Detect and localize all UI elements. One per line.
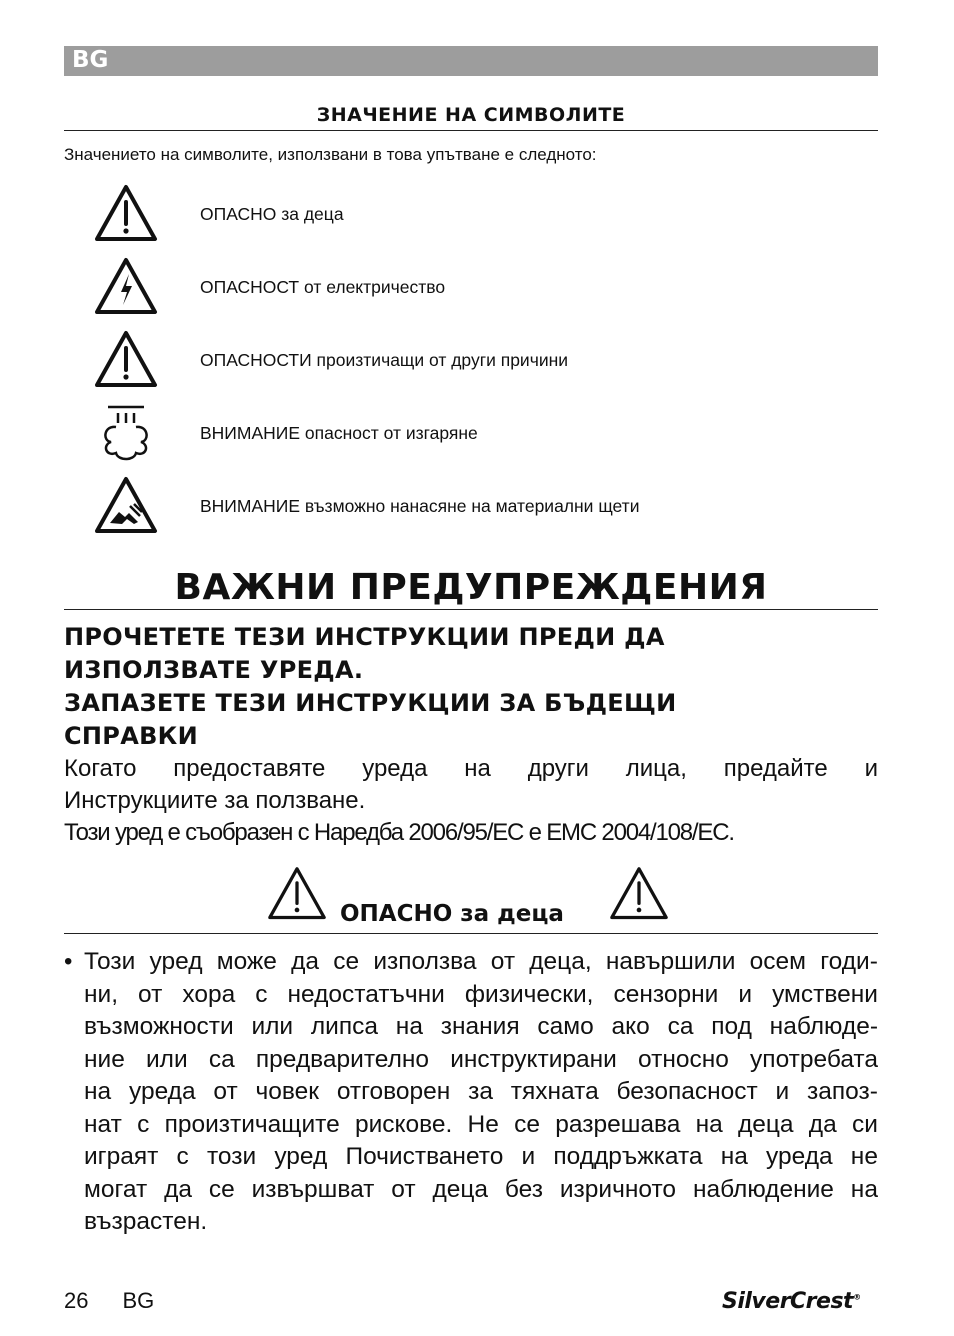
word: ако xyxy=(611,1013,650,1040)
word: на xyxy=(695,1110,723,1138)
handover-line xyxy=(64,755,878,783)
brand-name: SilverCrest xyxy=(722,1289,854,1314)
word: хора xyxy=(182,980,236,1008)
word: относно xyxy=(638,1045,729,1073)
word: поддръжката xyxy=(553,1143,703,1170)
word: умствени xyxy=(772,980,878,1008)
word: недостатъчни xyxy=(287,980,445,1008)
word: уред xyxy=(274,1143,328,1170)
paragraph-line xyxy=(84,981,878,1009)
word: деца xyxy=(737,1110,794,1138)
word: ние xyxy=(84,1045,125,1073)
word: се xyxy=(514,1110,540,1138)
word: изричното xyxy=(559,1175,677,1203)
word: на xyxy=(850,1175,878,1203)
word: ни, xyxy=(84,980,119,1008)
word: сензорни xyxy=(613,980,719,1008)
word: използва xyxy=(373,948,477,975)
word: знания xyxy=(440,1013,520,1040)
symbol-row xyxy=(64,330,878,396)
hot-surface-icon xyxy=(94,403,158,465)
paragraph-line xyxy=(84,1013,878,1041)
word: този xyxy=(206,1143,257,1170)
symbols-intro: Значението на символите, използвани в това упътване е следното: xyxy=(64,145,597,164)
word: безопасност xyxy=(616,1078,758,1105)
word: осем xyxy=(749,948,807,975)
word: с xyxy=(255,980,268,1008)
word: наблюде- xyxy=(769,1013,878,1040)
keep-instructions-line: ЗАПАЗЕТЕ ТЕЗИ ИНСТРУКЦИИ ЗА БЪДЕЩИ xyxy=(64,689,677,717)
word: са xyxy=(208,1045,235,1073)
word: могат xyxy=(84,1175,148,1203)
word: инструктирани xyxy=(450,1045,617,1073)
paragraph-line xyxy=(84,1046,878,1074)
word: възможности xyxy=(84,1013,234,1040)
warning-triangle-icon xyxy=(608,866,670,924)
word: отговорен xyxy=(336,1078,451,1105)
keep-instructions-line: СПРАВКИ xyxy=(64,722,198,750)
word: на xyxy=(464,755,491,782)
warning-triangle-icon xyxy=(94,330,158,392)
word: рискове. xyxy=(354,1110,453,1138)
word: без xyxy=(504,1175,543,1203)
word: и xyxy=(521,1143,536,1170)
word: се xyxy=(208,1175,235,1203)
word: за xyxy=(468,1078,493,1105)
electric-hazard-icon xyxy=(94,257,158,319)
word: може xyxy=(216,948,277,975)
word: от xyxy=(138,980,163,1008)
word: Почистването xyxy=(345,1143,504,1170)
important-warnings-heading: ВАЖНИ ПРЕДУПРЕЖДЕНИЯ xyxy=(174,567,768,608)
read-instructions-line: ИЗПОЛЗВАТЕ УРЕДА. xyxy=(64,656,364,684)
word: уреда xyxy=(362,755,428,782)
divider xyxy=(64,933,878,934)
word: извършват xyxy=(251,1175,375,1203)
material-damage-icon xyxy=(94,476,158,538)
word: се xyxy=(333,948,360,975)
word: навършили xyxy=(605,948,736,975)
word: годи- xyxy=(820,948,878,975)
paragraph-line: възрастен. xyxy=(84,1208,208,1235)
word: да xyxy=(164,1175,192,1203)
word: и xyxy=(864,755,878,782)
paragraph-line xyxy=(84,1176,878,1204)
symbol-row xyxy=(64,476,878,542)
word: липса xyxy=(310,1013,379,1040)
paragraph-line xyxy=(84,948,878,976)
word: на xyxy=(395,1013,423,1040)
word: други xyxy=(527,755,589,782)
word: от xyxy=(213,1078,238,1105)
symbol-row xyxy=(64,403,878,469)
word: човек xyxy=(255,1078,319,1105)
word: лица, xyxy=(625,755,687,782)
word: под xyxy=(711,1013,752,1040)
symbols-title: ЗНАЧЕНИЕ НА СИМВОЛИТЕ xyxy=(316,104,626,126)
word: деца, xyxy=(529,948,592,975)
word: Не xyxy=(467,1110,499,1138)
word: и xyxy=(775,1078,790,1105)
symbol-row xyxy=(64,184,878,250)
word: само xyxy=(537,1013,594,1040)
paragraph-line xyxy=(84,1111,878,1139)
word: разрешава xyxy=(555,1110,681,1138)
word: деца xyxy=(432,1175,489,1203)
word: с xyxy=(137,1110,150,1138)
paragraph-line xyxy=(84,1078,878,1106)
word: на xyxy=(720,1143,748,1170)
word: или xyxy=(146,1045,188,1073)
symbol-label: ВНИМАНИЕ опасност от изгаряне xyxy=(200,423,478,443)
warning-triangle-icon xyxy=(94,184,158,246)
word: са xyxy=(667,1013,694,1040)
word: уреда xyxy=(766,1143,833,1170)
word: Когато xyxy=(64,755,137,782)
word: тяхната xyxy=(510,1078,599,1105)
word: наблюдение xyxy=(692,1175,834,1203)
handover-line: Инструкциите за ползване. xyxy=(64,787,366,814)
paragraph-line xyxy=(84,1143,878,1171)
symbol-label: ОПАСНО за деца xyxy=(200,204,344,224)
divider xyxy=(64,130,878,131)
word: уред xyxy=(149,948,203,975)
read-instructions-line: ПРОЧЕТЕТЕ ТЕЗИ ИНСТРУКЦИИ ПРЕДИ ДА xyxy=(64,623,665,651)
brand-logo xyxy=(722,1289,861,1314)
children-danger-heading xyxy=(64,866,878,936)
word: играят xyxy=(84,1143,159,1170)
page-number: 26 xyxy=(64,1288,89,1313)
symbol-label: ОПАСНОСТИ произтичащи от други причини xyxy=(200,350,569,370)
word: физически, xyxy=(464,980,594,1008)
footer-language: BG xyxy=(122,1288,155,1313)
word: да xyxy=(808,1110,837,1138)
word: запоз- xyxy=(807,1078,878,1105)
word: от xyxy=(490,948,516,975)
word: от xyxy=(391,1175,416,1203)
word: предайте xyxy=(723,755,828,782)
symbol-label: ВНИМАНИЕ възможно нанасяне на материални щети xyxy=(200,496,640,516)
word: употребата xyxy=(750,1045,878,1073)
language-code: BG xyxy=(72,47,109,73)
page-footer xyxy=(64,1288,188,1314)
word: и xyxy=(738,980,753,1008)
word: нат xyxy=(84,1110,122,1138)
children-danger-title: ОПАСНО за деца xyxy=(340,901,564,927)
word: произтичащите xyxy=(164,1110,340,1138)
bullet-marker: • xyxy=(64,948,73,975)
word: на xyxy=(84,1078,112,1105)
symbol-label: ОПАСНОСТ от електричество xyxy=(200,277,446,297)
divider xyxy=(64,609,878,610)
word: си xyxy=(851,1110,878,1138)
word: предоставяте xyxy=(173,755,326,782)
symbol-row xyxy=(64,257,878,323)
word: предварително xyxy=(255,1045,430,1073)
word: уреда xyxy=(128,1078,196,1105)
word: с xyxy=(176,1143,189,1170)
word: Този xyxy=(84,948,136,975)
compliance-statement: Този уред е съобразен с Наредба 2006/95/EC е EMC 2004/108/EC. xyxy=(64,819,734,846)
registered-mark: ® xyxy=(853,1292,861,1302)
word: или xyxy=(251,1013,294,1040)
word: да xyxy=(291,948,320,975)
word: не xyxy=(850,1143,878,1170)
language-bar xyxy=(64,46,878,76)
warning-triangle-icon xyxy=(266,866,328,924)
